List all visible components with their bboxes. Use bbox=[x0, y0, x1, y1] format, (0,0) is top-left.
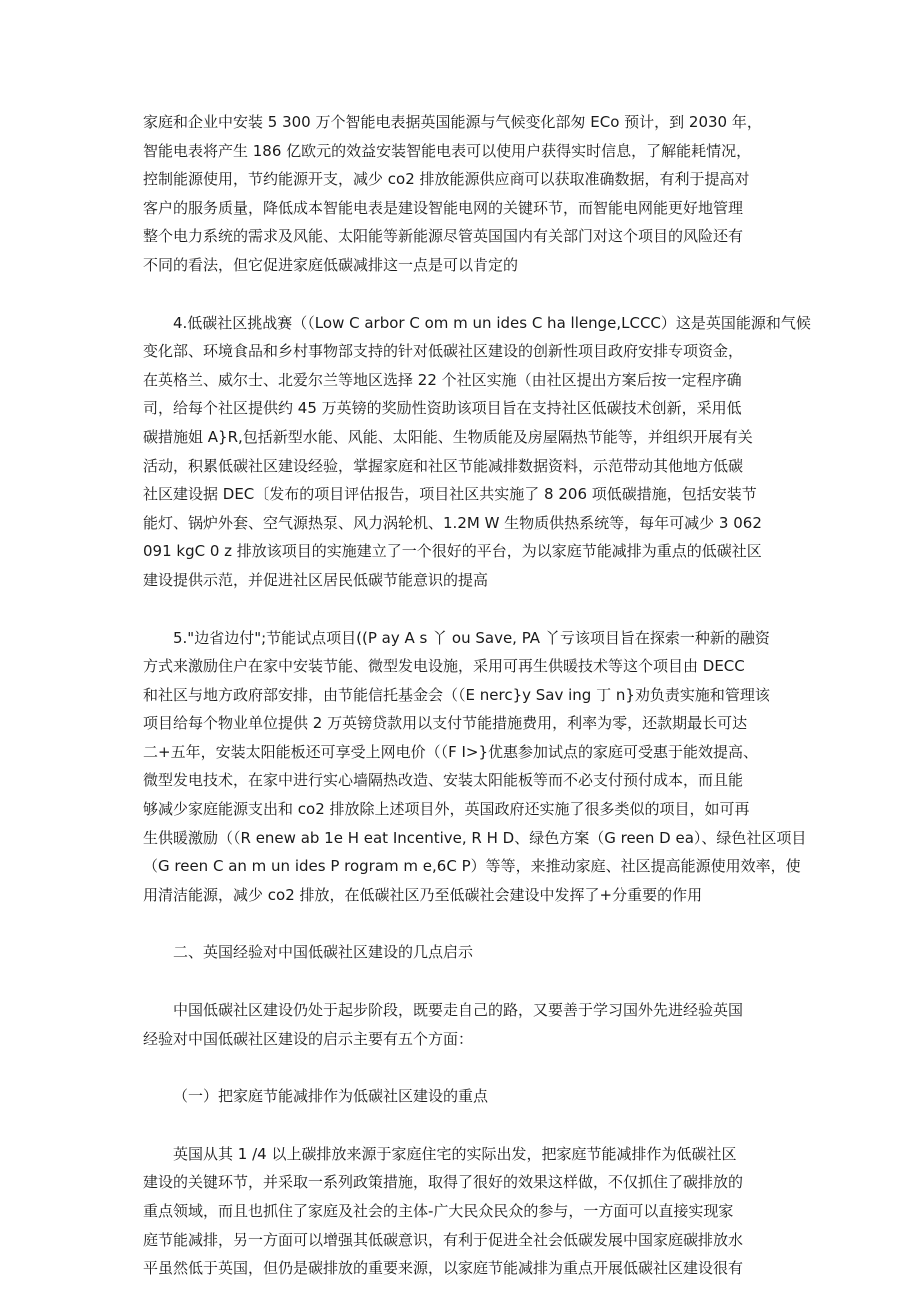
paragraph-gap bbox=[143, 1053, 793, 1082]
text-line: 5."边省边付";节能试点项目((P ay A s 丫 ou Save, PA 丫亏该项目旨在探索一种新的融资 bbox=[173, 628, 770, 647]
paragraph-pay-as-you-save bbox=[143, 624, 807, 910]
section-heading bbox=[143, 938, 793, 967]
text-line: 客户的服务质量，降低成本智能电表是建设智能电网的关键环节，而智能电网能更好地管理 bbox=[143, 198, 744, 217]
paragraph-lccc bbox=[143, 309, 811, 595]
text-line: 整个电力系统的需求及风能、太阳能等新能源尽管英国国内有关部门对这个项目的风险还有 bbox=[143, 227, 744, 246]
text-line: 英国从其 1 /4 以上碳排放来源于家庭住宅的实际出发，把家庭节能减排作为低碳社区 bbox=[173, 1144, 737, 1163]
heading-text: （一）把家庭节能减排作为低碳社区建设的重点 bbox=[173, 1087, 489, 1106]
document-page bbox=[143, 108, 811, 1283]
paragraph-intro bbox=[143, 996, 793, 1053]
paragraph-gap bbox=[143, 909, 793, 938]
text-line: 中国低碳社区建设仍处于起步阶段，既要走自己的路，又要善于学习国外先进经验英国 bbox=[173, 1001, 744, 1020]
heading-text: 二、英国经验对中国低碳社区建设的几点启示 bbox=[173, 943, 474, 962]
text-line: 不同的看法，但它促进家庭低碳减排这一点是可以肯定的 bbox=[143, 255, 519, 274]
text-line: 碳措施姐 A}R,包括新型水能、风能、太阳能、生物质能及房屋隔热节能等，并组织开展有关 bbox=[143, 427, 753, 446]
text-line: 建设的关键环节，并采取一系列政策措施，取得了很好的效果这样做，不仅抓住了碳排放的 bbox=[143, 1173, 744, 1192]
text-line: （G reen C an m un ides P rogram m e,6C P）等等，来推动家庭、社区提高能源使用效率，使 bbox=[143, 857, 801, 876]
paragraph-gap bbox=[143, 1111, 793, 1140]
text-line: 变化部、环境食品和乡村事物部支持的针对低碳社区建设的创新性项目政府安排专项资金， bbox=[143, 342, 744, 361]
text-line: 司，给每个社区提供约 45 万英镑的奖励性资助该项目旨在支持社区低碳技术创新，采用低 bbox=[143, 399, 742, 418]
text-line: 项目给每个物业单位提供 2 万英镑贷款用以支付节能措施费用，利率为零，还款期最长可达 bbox=[143, 714, 748, 733]
text-line: 在英格兰、威尔士、北爱尔兰等地区选择 22 个社区实施（由社区提出方案后按一定程序确 bbox=[143, 370, 742, 389]
paragraph-gap bbox=[143, 967, 793, 996]
text-line: 经验对中国低碳社区建设的启示主要有五个方面： bbox=[143, 1029, 474, 1048]
text-line: 社区建设据 DEC〔发布的项目评估报告，项目社区共实施了 8 206 项低碳措施，包括安装节 bbox=[143, 485, 757, 504]
text-line: 091 kgC 0 z 排放该项目的实施建立了一个很好的平台，为以家庭节能减排为重点的低碳社区 bbox=[143, 542, 762, 561]
text-line: 平虽然低于英国，但仍是碳排放的重要来源，以家庭节能减排为重点开展低碳社区建设很有 bbox=[143, 1259, 744, 1278]
subsection-heading bbox=[143, 1082, 793, 1111]
text-line: 够减少家庭能源支出和 co2 排放除上述项目外，英国政府还实施了很多类似的项目，如可再 bbox=[143, 800, 750, 819]
text-line: 庭节能减排，另一方面可以增强其低碳意识，有利于促进全社会低碳发展中国家庭碳排放水 bbox=[143, 1230, 744, 1249]
text-line: 用清洁能源，减少 co2 排放，在低碳社区乃至低碳社会建设中发挥了+分重要的作用 bbox=[143, 885, 703, 904]
paragraph-household-focus bbox=[143, 1140, 793, 1283]
text-line: 活动，积累低碳社区建设经验，掌握家庭和社区节能减排数据资料，示范带动其他地方低碳 bbox=[143, 456, 744, 475]
text-line: 和社区与地方政府部安排，由节能信托基金会（（E nerc}y Sav ing 丁 n}劝负责实施和管理该 bbox=[143, 685, 770, 704]
text-line: 二+五年，安装太阳能板还可享受上网电价（（F I>}优惠参加试点的家庭可受惠于能效提高、 bbox=[143, 742, 759, 761]
text-line: 建设提供示范，并促进社区居民低碳节能意识的提高 bbox=[143, 570, 489, 589]
paragraph-smart-meters bbox=[143, 108, 793, 280]
text-line: 控制能源使用，节约能源开支，减少 co2 排放能源供应商可以获取准确数据，有利于提高对 bbox=[143, 170, 750, 189]
text-line: 家庭和企业中安装 5 300 万个智能电表据英国能源与气候变化部匆 ECo 预计，到 2030 年， bbox=[143, 113, 762, 131]
text-line: 智能电表将产生 186 亿欧元的效益安装智能电表可以使用户获得实时信息，了解能耗情况， bbox=[143, 141, 752, 160]
text-line: 生供暖激励（（R enew ab 1e H eat Incentive, R H D、绿色方案（G reen D ea）、绿色社区项目 bbox=[143, 828, 807, 847]
text-line: 重点领域，而且也抓住了家庭及社会的主体-广大民众民众的参与，一方面可以直接实现家 bbox=[143, 1202, 734, 1220]
text-line: 微型发电技术，在家中进行实心墙隔热改造、安装太阳能板等而不必支付预付成本，而且能 bbox=[143, 771, 744, 790]
paragraph-gap bbox=[143, 595, 793, 624]
paragraph-gap bbox=[143, 280, 793, 309]
text-line: 4.低碳社区挑战赛（（Low C arbor C om m un ides C ha llenge,LCCC）这是英国能源和气候 bbox=[173, 313, 811, 332]
text-line: 能灯、锅炉外套、空气源热泵、风力涡轮机、1.2M W 生物质供热系统等，每年可减少 3 062 bbox=[143, 513, 762, 532]
text-line: 方式来激励住户在家中安装节能、微型发电设施，采用可再生供暖技术等这个项目由 DECC bbox=[143, 657, 745, 676]
